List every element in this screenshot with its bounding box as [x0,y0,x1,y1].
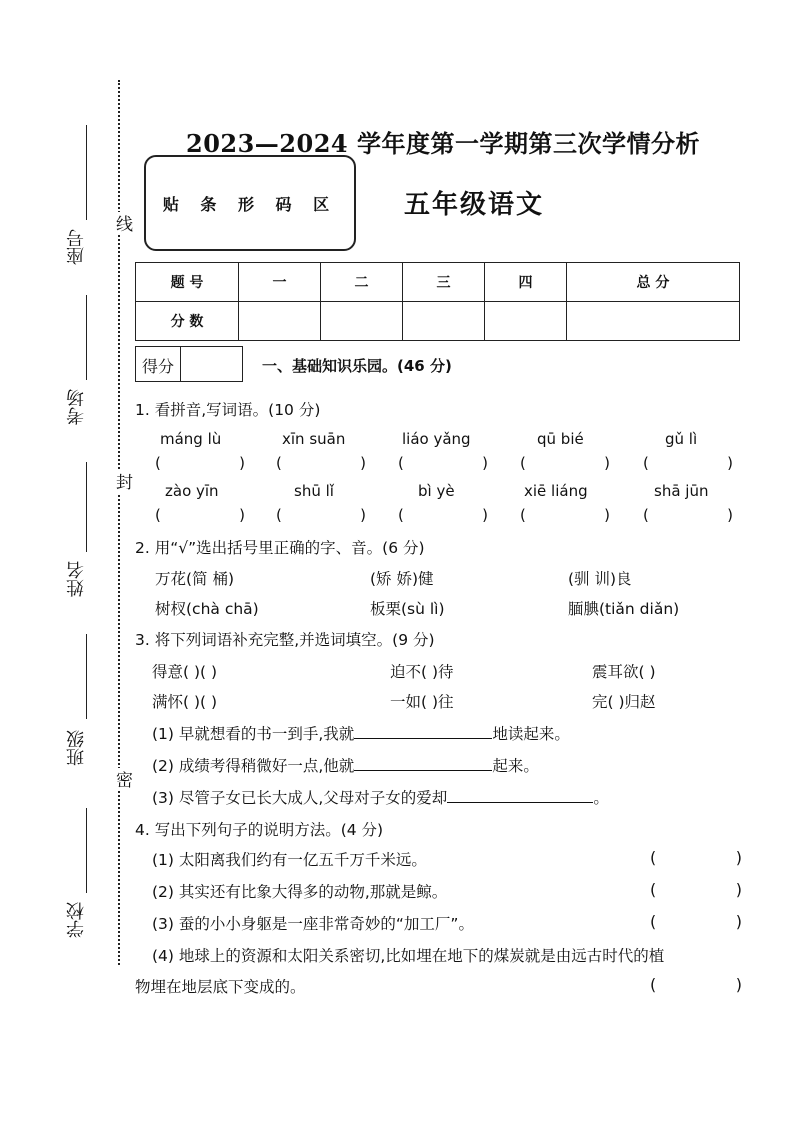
pinyin: xīn suān [282,430,346,448]
open-paren: ( [155,506,161,524]
school-label: 学校 [66,902,87,938]
score-table-cell: 三 [402,263,484,302]
open-paren: ( [520,506,526,524]
cut-mark-xian: 线 [110,212,135,235]
q4-sentence: (1) 太阳离我们约有一亿五千万千米远。 [152,851,427,869]
sentence-text: (2) 成绩考得稍微好一点,他就 [152,757,355,775]
score-table-cell: 四 [484,263,566,302]
fill-blank[interactable] [447,788,593,803]
seat-number-line [86,125,87,220]
sentence-text: 起来。 [492,757,539,775]
exam-title: 2023—2024 学年度第一学期第三次学情分析 [186,129,700,158]
close-paren: ) [727,506,733,524]
open-paren: ( [276,454,282,472]
open-paren: ( [650,975,657,994]
exam-room-line [86,295,87,380]
pinyin: máng lù [160,430,222,448]
close-paren: ) [604,506,610,524]
q2-title: 2. 用“√”选出括号里正确的字、音。(6 分) [135,539,425,557]
open-paren: ( [520,454,526,472]
close-paren: ) [727,454,733,472]
sentence-text: (1) 早就想看的书一到手,我就 [152,725,355,743]
name-label: 姓名 [66,561,87,597]
score-table-cell: 分 数 [136,302,239,341]
exam-room-label: 考场 [66,389,87,425]
pinyin: shū lǐ [294,482,334,500]
q3-sentence-1 [152,722,570,744]
cut-mark-feng: 封 [110,470,135,493]
open-paren: ( [650,848,657,867]
q4-sentence: (3) 蚕的小小身躯是一座非常奇妙的“加工厂”。 [152,915,474,933]
q4-sentence: (2) 其实还有比象大得多的动物,那就是鲸。 [152,883,448,901]
q3-word[interactable]: 迫不( )待 [390,663,454,681]
q3-title: 3. 将下列词语补充完整,并选词填空。(9 分) [135,631,435,649]
subject-title: 五年级语文 [404,190,545,220]
q2-option[interactable]: 万花(简 桶) [155,570,235,588]
score-table-cell: 题 号 [136,263,239,302]
open-paren: ( [643,506,649,524]
score-table-cell: 总 分 [566,263,739,302]
q3-word[interactable]: 满怀( )( ) [152,693,218,711]
q2-option[interactable]: 腼腆(tiǎn diǎn) [568,600,680,618]
open-paren: ( [643,454,649,472]
q3-word[interactable]: 得意( )( ) [152,663,218,681]
pinyin: xiē liáng [524,482,588,500]
pinyin: gǔ lì [665,430,698,448]
school-line [86,808,87,893]
pinyin: qū bié [537,430,584,448]
class-line [86,634,87,719]
close-paren: ) [482,506,488,524]
fill-blank[interactable] [354,756,492,771]
q2-option[interactable]: (矫 娇)健 [370,570,434,588]
score-input-cell[interactable] [402,302,484,341]
sentence-text: (3) 尽管子女已长大成人,父母对子女的爱却 [152,789,448,807]
exam-room-field[interactable] [56,295,96,425]
name-line [86,462,87,552]
barcode-area [144,155,356,251]
class-field[interactable] [56,634,96,766]
score-input-cell[interactable] [239,302,321,341]
open-paren: ( [155,454,161,472]
open-paren: ( [276,506,282,524]
pinyin: liáo yǎng [402,430,471,448]
school-field[interactable] [56,808,96,938]
open-paren: ( [650,912,657,931]
close-paren: ) [482,454,488,472]
fill-blank[interactable] [354,724,492,739]
q4-title: 4. 写出下列句子的说明方法。(4 分) [135,821,384,839]
sentence-text: 。 [593,789,609,807]
cut-mark-mi: 密 [110,768,135,791]
seat-number-field[interactable] [56,125,96,265]
section-score-label: 得分 [136,347,181,381]
close-paren: ) [360,506,366,524]
pinyin: bì yè [418,482,455,500]
section-score-box[interactable] [135,346,243,382]
q2-option[interactable]: 树杈(chà chā) [155,600,259,618]
close-paren: ) [239,454,245,472]
score-input-cell[interactable] [566,302,739,341]
pinyin: zào yīn [165,482,219,500]
q3-sentence-3 [152,786,609,808]
q3-word[interactable]: 一如( )往 [390,693,454,711]
seat-number-label: 座号 [66,229,87,265]
open-paren: ( [398,506,404,524]
open-paren: ( [398,454,404,472]
q2-option[interactable]: (驯 训)良 [568,570,632,588]
close-paren: ) [735,848,742,867]
name-field[interactable] [56,462,96,597]
score-table [135,262,740,341]
score-input-cell[interactable] [320,302,402,341]
pinyin: shā jūn [654,482,709,500]
q4-sentence: (4) 地球上的资源和太阳关系密切,比如埋在地下的煤炭就是由远古时代的植 [152,947,665,965]
close-paren: ) [604,454,610,472]
q2-option[interactable]: 板栗(sù lì) [370,600,445,618]
score-table-cell: 一 [239,263,321,302]
q3-sentence-2 [152,754,539,776]
score-table-header-row [136,263,740,302]
section-title: 一、基础知识乐园。(46 分) [262,357,452,375]
barcode-label: 贴 条 形 码 区 [162,194,338,214]
q3-word[interactable]: 完( )归赵 [592,693,656,711]
q3-word[interactable]: 震耳欲( ) [592,663,656,681]
close-paren: ) [360,454,366,472]
close-paren: ) [735,880,742,899]
close-paren: ) [735,975,742,994]
q4-sentence: 物埋在地层底下变成的。 [135,978,306,996]
score-table-cell: 二 [320,263,402,302]
score-table-score-row [136,302,740,341]
score-input-cell[interactable] [484,302,566,341]
close-paren: ) [239,506,245,524]
close-paren: ) [735,912,742,931]
sentence-text: 地读起来。 [492,725,570,743]
q1-title: 1. 看拼音,写词语。(10 分) [135,401,321,419]
open-paren: ( [650,880,657,899]
class-label: 班级 [66,730,87,766]
